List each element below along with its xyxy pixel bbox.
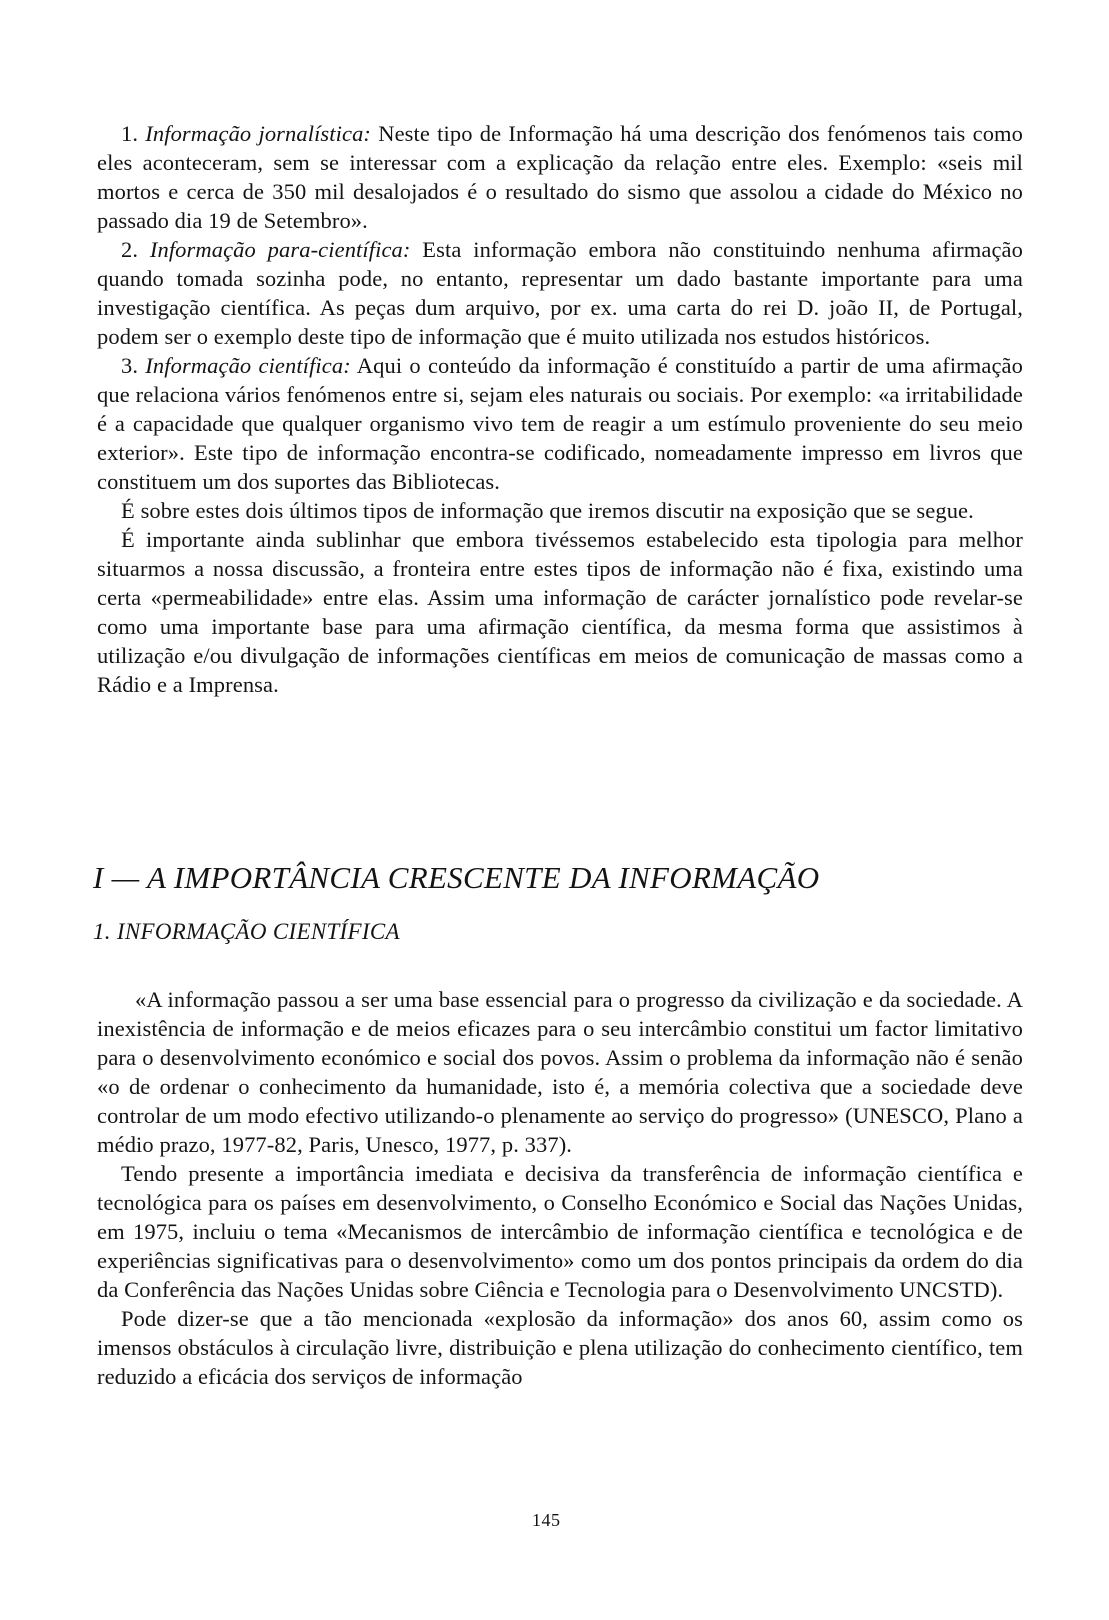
page-number: 145 [532, 1510, 561, 1530]
paragraph-term: Informação para-científica: [149, 237, 411, 262]
paragraph-number: 3. [121, 353, 139, 378]
paragraph-permeability: É importante ainda sublinhar que embora tivéssemos estabelecido esta tipologia para melhor situarmos a nossa discussão, a fronteira entre estes tipos de informação não é fixa, existindo uma certa «permeabilidade» entre elas. Assim uma informação de carácter jornalístico pode revelar-se como uma importante base para uma afirmação científica, da mesma forma que assistimos à utilização e/ou divulgação de informações científicas em meios de comunicação de massas como a Rádio e a Imprensa. [97, 527, 1023, 697]
paragraph-term: Informação jornalística: [145, 121, 372, 146]
lower-text-block [97, 985, 1023, 1391]
paragraph-number: 2. [121, 237, 139, 262]
paragraph-informacao-jornalistica [97, 119, 1023, 235]
paragraph-term: Informação científica: [145, 353, 351, 378]
upper-text-block [97, 119, 1023, 699]
paragraph-explosao-informacao: Pode dizer-se que a tão mencionada «explosão da informação» dos anos 60, assim como os imensos obstáculos à circulação livre, distribuição e plena utilização do conhecimento científico, tem reduzido a eficácia dos serviços de informação [97, 1306, 1023, 1389]
section-heading: I — A IMPORTÂNCIA CRESCENTE DA INFORMAÇÃO [93, 860, 820, 895]
paragraph-text: Esta informação embora não constituindo nenhuma afirmação quando tomada sozinha pode, no entanto, representar um dado bastante importante para uma investigação científica. As peças dum arquivo, por ex. uma carta do rei D. joão II, de Portugal, podem ser o exemplo deste tipo de informação que é muito utilizada nos estudos históricos. [97, 237, 1023, 349]
paragraph-informacao-para-cientifica [97, 235, 1023, 351]
paragraph-text: Aqui o conteúdo da informação é constituído a partir de uma afirmação que relaciona vários fenómenos entre si, sejam eles naturais ou sociais. Por exemplo: «a irritabilidade é a capacidade que qualquer organismo vivo tem de reagir a um estímulo proveniente do seu meio exterior». Este tipo de informação encontra-se codificado, nomeadamente impresso em livros que constituem um dos suportes das Bibliotecas. [97, 353, 1023, 494]
paragraph-conselho-economico: Tendo presente a importância imediata e decisiva da transferência de informação científica e tecnológica para os países em desenvolvimento, o Conselho Económico e Social das Nações Unidas, em 1975, incluiu o tema «Mecanismos de intercâmbio de informação científica e tecnológica e de experiências significativas para o desenvolvimento» como um dos pontos principais da ordem do dia da Conferência das Nações Unidas sobre Ciência e Tecnologia para o Desenvolvimento UNCSTD). [97, 1161, 1023, 1302]
paragraph-informacao-cientifica [97, 351, 1023, 496]
subsection-heading: 1. INFORMAÇÃO CIENTÍFICA [93, 919, 400, 944]
paragraph-unesco-quote: «A informação passou a ser uma base essencial para o progresso da civilização e da sociedade. A inexistência de informação e de meios eficazes para o seu intercâmbio constitui um factor limitativo para o desenvolvimento económico e social dos povos. Assim o problema da informação não é senão «o de ordenar o conhecimento da humanidade, isto é, a memória colectiva que a sociedade deve controlar de um modo efectivo utilizando-o plenamente ao serviço do progresso» (UNESCO, Plano a médio prazo, 1977-82, Paris, Unesco, 1977, p. 337). [97, 987, 1023, 1157]
paragraph-number: 1. [121, 121, 139, 146]
paragraph-text: Neste tipo de Informação há uma descrição dos fenómenos tais como eles aconteceram, sem se interessar com a explicação da relação entre eles. Exemplo: «seis mil mortos e cerca de 350 mil desalojados é o resultado do sismo que assolou a cidade do México no passado dia 19 de Setembro». [97, 121, 1023, 233]
paragraph-discussion-scope: É sobre estes dois últimos tipos de informação que iremos discutir na exposição que se segue. [121, 498, 974, 523]
